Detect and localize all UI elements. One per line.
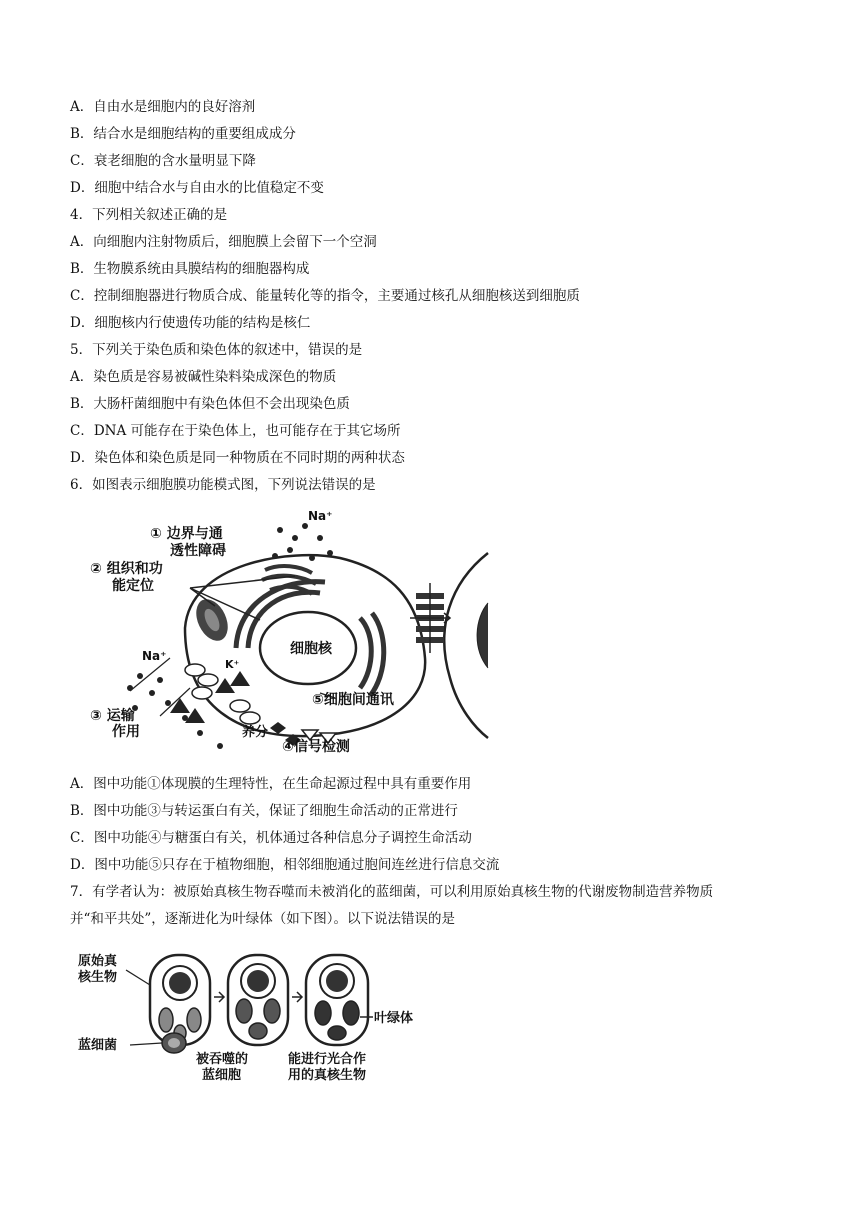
q3-option-a: A．自由水是细胞内的良好溶剂 xyxy=(70,99,256,115)
label-k: K⁺ xyxy=(225,658,240,671)
cell-membrane-function-figure xyxy=(90,508,490,758)
label-chloroplast: 叶绿体 xyxy=(374,1011,414,1026)
q5-option-d: D．染色体和染色质是同一种物质在不同时期的两种状态 xyxy=(70,450,405,466)
q3-option-c: C．衰老细胞的含水量明显下降 xyxy=(70,153,256,169)
q6-option-b: B．图中功能③与转运蛋白有关，保证了细胞生命活动的正常进行 xyxy=(70,803,458,819)
label-1a: ① 边界与通 xyxy=(150,526,223,542)
engulfed-cell xyxy=(228,955,288,1045)
q7-stem-line1: 7．有学者认为：被原始真核生物吞噬而未被消化的蓝细菌，可以利用原始真核生物的代谢废物制造营养物质 xyxy=(70,884,714,900)
label-engulfed-a: 被吞噬的 xyxy=(196,1052,249,1067)
golgi-apparatus xyxy=(262,566,316,594)
label-cyano: 蓝细菌 xyxy=(78,1038,118,1053)
label-1b: 透性障碍 xyxy=(170,543,226,559)
q6-option-a: A．图中功能①体现膜的生理特性，在生命起源过程中具有重要作用 xyxy=(70,776,472,792)
q4-option-a: A．向细胞内注射物质后，细胞膜上会留下一个空洞 xyxy=(70,234,377,250)
label-primitive-b: 核生物 xyxy=(78,970,118,985)
label-4: ④信号检测 xyxy=(282,739,350,755)
arrow-1 xyxy=(214,992,224,1002)
cyanobacterium xyxy=(162,1033,186,1053)
q5-stem: 5．下列关于染色质和染色体的叙述中，错误的是 xyxy=(70,342,363,358)
q5-option-b: B．大肠杆菌细胞中有染色体但不会出现染色质 xyxy=(70,396,350,412)
primitive-eukaryote-cell xyxy=(150,955,210,1045)
q5-option-a: A．染色质是容易被碱性染料染成深色的物质 xyxy=(70,369,337,385)
endosymbiosis-figure xyxy=(78,945,423,1090)
label-3b: 作用 xyxy=(112,724,140,740)
q4-option-b: B．生物膜系统由具膜结构的细胞器构成 xyxy=(70,261,310,277)
label-na-left: Na⁺ xyxy=(142,649,167,663)
label-2b: 能定位 xyxy=(112,578,154,594)
label-primitive-a: 原始真 xyxy=(78,954,118,969)
q3-option-d: D．细胞中结合水与自由水的比值稳定不变 xyxy=(70,180,324,196)
q5-option-c: C．DNA 可能存在于染色体上，也可能存在于其它场所 xyxy=(70,423,401,439)
label-5: ⑤细胞间通讯 xyxy=(312,692,394,708)
q4-option-d: D．细胞核内行使遗传功能的结构是核仁 xyxy=(70,315,311,331)
arrow-2 xyxy=(292,992,302,1002)
q6-stem: 6．如图表示细胞膜功能模式图，下列说法错误的是 xyxy=(70,477,376,493)
label-photo-b: 用的真核生物 xyxy=(288,1068,367,1083)
gap-junction-channel xyxy=(410,583,450,653)
label-na-top: Na⁺ xyxy=(308,509,333,523)
label-2a: ② 组织和功 xyxy=(90,561,163,577)
q7-stem-line2: 并“和平共处”，逐渐进化为叶绿体（如下图）。以下说法错误的是 xyxy=(70,911,456,927)
label-nutrient: 养分 xyxy=(242,725,269,740)
q4-stem: 4．下列相关叙述正确的是 xyxy=(70,207,228,223)
q3-option-b: B．结合水是细胞结构的重要组成成分 xyxy=(70,126,296,142)
neighbor-organelle xyxy=(477,603,488,668)
q6-option-c: C．图中功能④与糖蛋白有关，机体通过各种信息分子调控生命活动 xyxy=(70,830,472,846)
q6-option-d: D．图中功能⑤只存在于植物细胞，相邻细胞通过胞间连丝进行信息交流 xyxy=(70,857,500,873)
label-engulfed-b: 蓝细胞 xyxy=(202,1068,242,1083)
q4-option-c: C．控制细胞器进行物质合成、能量转化等的指令，主要通过核孔从细胞核送到细胞质 xyxy=(70,288,580,304)
label-3a: ③ 运输 xyxy=(90,708,135,724)
label-photo-a: 能进行光合作 xyxy=(288,1052,367,1067)
label-nucleus: 细胞核 xyxy=(290,641,332,657)
photosynthetic-eukaryote-cell xyxy=(306,955,368,1045)
